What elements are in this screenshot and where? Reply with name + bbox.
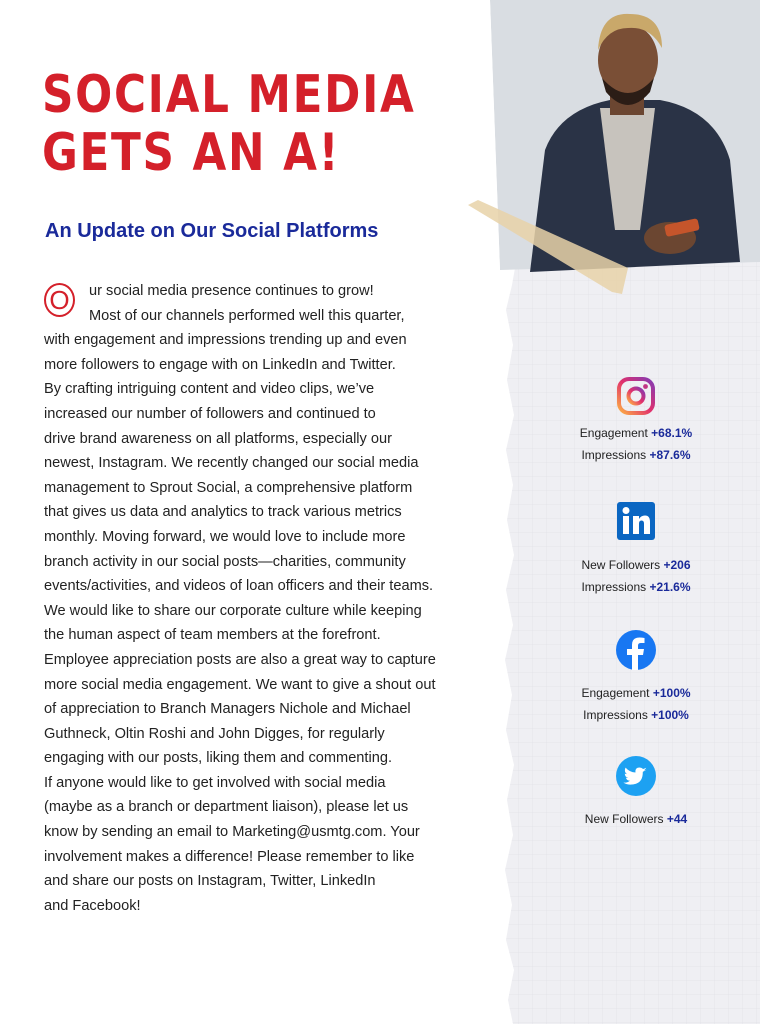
stat-value: +206 — [663, 558, 691, 572]
stat-row — [560, 576, 712, 598]
body-line: We would like to share our corporate culture while keeping — [44, 602, 422, 619]
stat-row — [560, 422, 712, 444]
body-line: By crafting intriguing content and video clips, we’ve — [44, 381, 375, 398]
stat-value: +87.6% — [649, 448, 691, 462]
headline-line-1: SOCIAL MEDIA — [42, 65, 416, 125]
article-body — [44, 279, 484, 918]
instagram-icon — [616, 376, 656, 416]
body-line: increased our number of followers and continued to — [44, 405, 376, 422]
facebook-icon — [616, 630, 656, 670]
body-line: drive brand awareness on all platforms, especially our — [44, 430, 392, 447]
body-line: more followers to engage with on LinkedIn and Twitter. — [44, 356, 396, 373]
headline — [42, 66, 416, 182]
stat-row — [560, 704, 712, 726]
body-line: Guthneck, Oltin Roshi and John Digges, for regularly — [44, 725, 385, 742]
stat-row — [560, 444, 712, 466]
instagram-stats — [560, 376, 712, 466]
stat-value: +100% — [651, 708, 689, 722]
body-line: newest, Instagram. We recently changed our social media — [44, 455, 419, 472]
subheading: An Update on Our Social Platforms — [45, 220, 379, 242]
twitter-stats — [560, 756, 712, 830]
stat-label: Engagement — [579, 426, 648, 440]
twitter-icon — [616, 756, 656, 796]
stat-label: Impressions — [583, 708, 648, 722]
stat-label: New Followers — [584, 812, 664, 826]
body-line: monthly. Moving forward, we would love to include more — [44, 528, 406, 545]
facebook-stats — [560, 630, 712, 726]
stat-row — [560, 808, 712, 830]
stat-value: +21.6% — [649, 580, 691, 594]
body-line: the human aspect of team members at the forefront. — [44, 627, 381, 644]
body-line: involvement makes a difference! Please remember to like — [44, 848, 415, 865]
linkedin-icon — [617, 502, 655, 540]
body-line: know by sending an email to Marketing@usmtg.com. Your — [44, 824, 420, 841]
body-line: ur social media presence continues to grow! — [89, 283, 374, 299]
stat-label: Engagement — [581, 686, 650, 700]
body-line: and share our posts on Instagram, Twitter, LinkedIn — [44, 873, 376, 890]
headline-line-2: GETS AN A! — [42, 123, 341, 183]
body-line: and Facebook! — [44, 897, 141, 914]
stat-label: Impressions — [581, 580, 647, 594]
body-line: Most of our channels performed well this quarter, — [89, 307, 405, 324]
body-line: branch activity in our social posts—charities, community — [44, 553, 406, 570]
linkedin-stats — [560, 502, 712, 598]
drop-cap: O — [44, 283, 75, 317]
body-line: events/activities, and videos of loan officers and their teams. — [44, 578, 434, 595]
stat-value: +100% — [652, 686, 691, 700]
stat-label: New Followers — [581, 558, 661, 572]
body-line: If anyone would like to get involved with social media — [44, 774, 386, 791]
stat-value: +68.1% — [651, 426, 693, 440]
body-line: (maybe as a branch or department liaison), please let us — [44, 799, 409, 816]
stat-row — [560, 554, 712, 576]
stat-value: +44 — [666, 812, 688, 826]
body-line: with engagement and impressions trending up and even — [44, 332, 407, 349]
body-line: management to Sprout Social, a comprehensive platform — [44, 479, 413, 496]
stat-label: Impressions — [581, 448, 647, 462]
body-line: that gives us data and analytics to track various metrics — [44, 504, 402, 521]
stat-row — [560, 682, 712, 704]
body-line: of appreciation to Branch Managers Nichole and Michael — [44, 701, 411, 718]
body-line: Employee appreciation posts are also a great way to capture — [44, 651, 436, 668]
body-line: engaging with our posts, liking them and commenting. — [44, 750, 393, 767]
body-line: more social media engagement. We want to give a shout out — [44, 676, 436, 693]
